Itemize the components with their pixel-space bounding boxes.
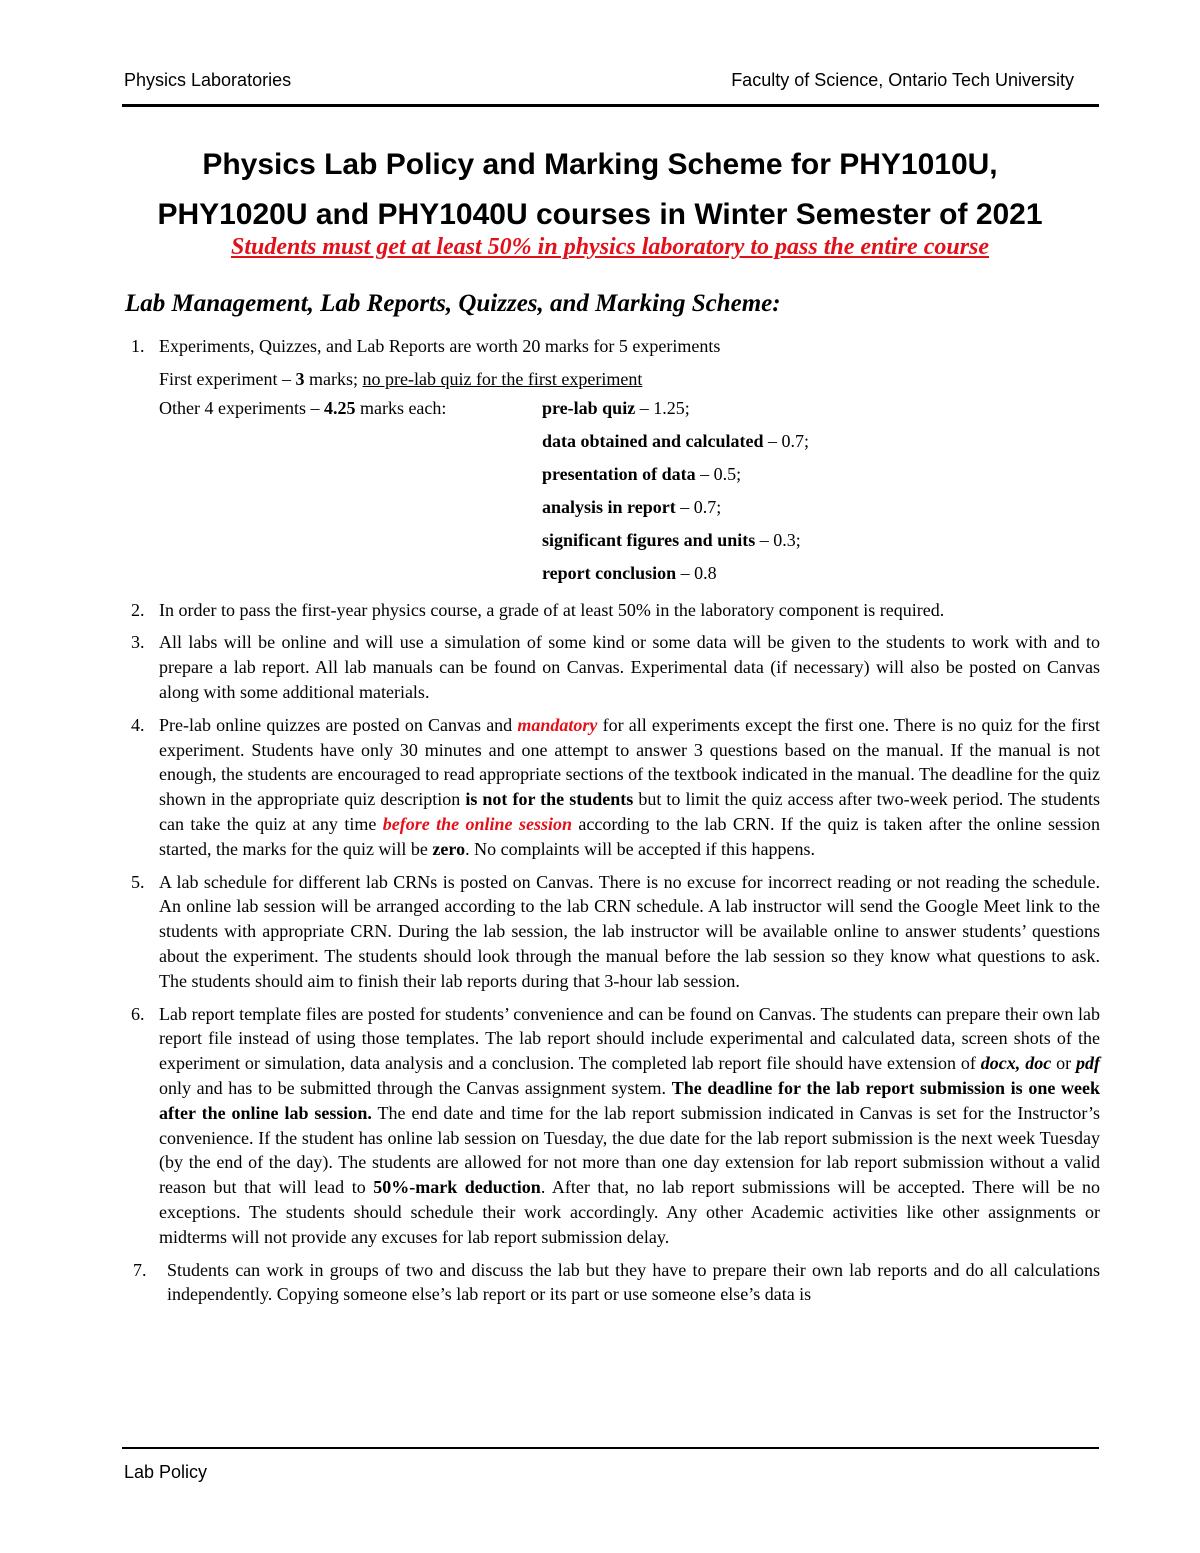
marking-components [159, 425, 1100, 590]
list-item-6 [125, 1002, 1100, 1250]
header-rule [122, 104, 1099, 107]
list-item-5 [125, 870, 1100, 994]
component-conclusion: report conclusion – 0.8 [542, 562, 717, 583]
item-1-text: Experiments, Quizzes, and Lab Reports are worth 20 marks for 5 experiments [159, 336, 721, 356]
title-line-1: Physics Lab Policy and Marking Scheme for PHY1010U, [202, 148, 998, 181]
page-title [100, 140, 1100, 240]
list-item-3 [125, 630, 1100, 704]
item-5-text: A lab schedule for different lab CRNs is posted on Canvas. There is no excuse for incorrect reading or not reading the schedule. An online lab session will be arranged according to the lab CRN schedule. A lab instructor will send the Google Meet link to the students with appropriate CRN. During the lab session, the lab instructor will be available online to answer students’ questions about the experiment. The students should look through the manual before the lab session so they know what questions to ask. The students should aim to finish their lab reports during that 3-hour lab session. [159, 871, 1100, 991]
component-sig-figs: significant figures and units – 0.3; [542, 529, 801, 550]
list-item-2 [125, 598, 1100, 623]
pass-requirement-warning: Students must get at least 50% in physics laboratory to pass the entire course [230, 234, 990, 260]
list-item-4 [125, 713, 1100, 862]
component-data-obtained: data obtained and calculated – 0.7; [542, 430, 810, 451]
item-number: 2. [131, 599, 145, 620]
mandatory-emphasis: mandatory [517, 714, 598, 735]
item-7-text: Students can work in groups of two and discuss the lab but they have to prepare their own lab reports and do all calculations independently. Copying someone else’s lab report or its part or use someone else’s data is [167, 1259, 1100, 1305]
header-left: Physics Laboratories [124, 70, 292, 90]
component-presentation: presentation of data – 0.5; [542, 463, 742, 484]
list-item-7 [125, 1258, 1100, 1308]
deadline-emphasis: The deadline for the lab report submission is one week after the online lab session. [159, 1077, 1100, 1123]
section-heading: Lab Management, Lab Reports, Quizzes, and Marking Scheme: [125, 290, 781, 317]
item-number: 3. [131, 632, 145, 653]
item-2-text: In order to pass the first-year physics course, a grade of at least 50% in the laboratory component is required. [159, 599, 945, 620]
footer-text: Lab Policy [124, 1462, 208, 1482]
item-number: 4. [131, 714, 145, 735]
list-item-1 [125, 334, 1100, 590]
footer-rule [122, 1447, 1099, 1449]
before-session-emphasis: before the online session [382, 813, 572, 834]
item-3-text: All labs will be online and will use a simulation of some kind or some data will be given to the students to work with and to prepare a lab report. All lab manuals can be found on Canvas. Experimental data (if necessary) will also be posted on Canvas along with some additional materials. [159, 632, 1100, 702]
item-6-text: Lab report template files are posted for students’ convenience and can be found on Canvas. The students can prepare their own lab report file instead of using those templates. The lab report should include experimental and calculated data, screen shots of the experiment or simulation, data analysis and a conclusion. The completed lab report file should have extension of docx, doc or pdf only and has to be submitted through the Canvas assignment system. The deadline for the lab report submission is one week after the online lab session. The end date and time for the lab report submission indicated in Canvas is set for the Instructor’s convenience. If the student has online lab session on Tuesday, the due date for the lab report submission is the next week Tuesday (by the end of the day). The students are allowed for not more than one day extension for lab report submission without a valid reason but that will lead to 50%-mark deduction. After that, no lab report submissions will be accepted. There will be no exceptions. The students should schedule their work accordingly. Any other Academic activities like other assignments or midterms will not provide any excuses for lab report submission delay. [159, 1003, 1100, 1247]
header-right: Faculty of Science, Ontario Tech University [731, 70, 1074, 90]
first-experiment-line: First experiment – 3 marks; no pre-lab quiz for the first experiment [159, 368, 643, 389]
component-pre-lab-quiz: pre-lab quiz – 1.25; [542, 397, 690, 418]
policy-list [125, 334, 1100, 1307]
item-number: 7. [133, 1259, 147, 1280]
item-number: 6. [131, 1003, 145, 1024]
component-analysis: analysis in report – 0.7; [542, 496, 722, 517]
other-experiments-line: Other 4 experiments – 4.25 marks each: pre-lab quiz – 1.25; [159, 392, 1100, 425]
item-number: 5. [131, 871, 145, 892]
item-number: 1. [131, 336, 145, 356]
item-4-text: Pre-lab online quizzes are posted on Canvas and mandatory for all experiments except the first one. There is no quiz for the first experiment. Students have only 30 minutes and one attempt to answer 3 questions based on the manual. If the manual is not enough, the students are encouraged to read appropriate sections of the textbook indicated in the manual. The deadline for the quiz shown in the appropriate quiz description is not for the students but to limit the quiz access after two-week period. The students can take the quiz at any time before the online session according to the lab CRN. If the quiz is taken after the online session started, the marks for the quiz will be zero. No complaints will be accepted if this happens. [159, 714, 1100, 859]
title-line-2: PHY1020U and PHY1040U courses in Winter Semester of 2021 [157, 198, 1043, 231]
